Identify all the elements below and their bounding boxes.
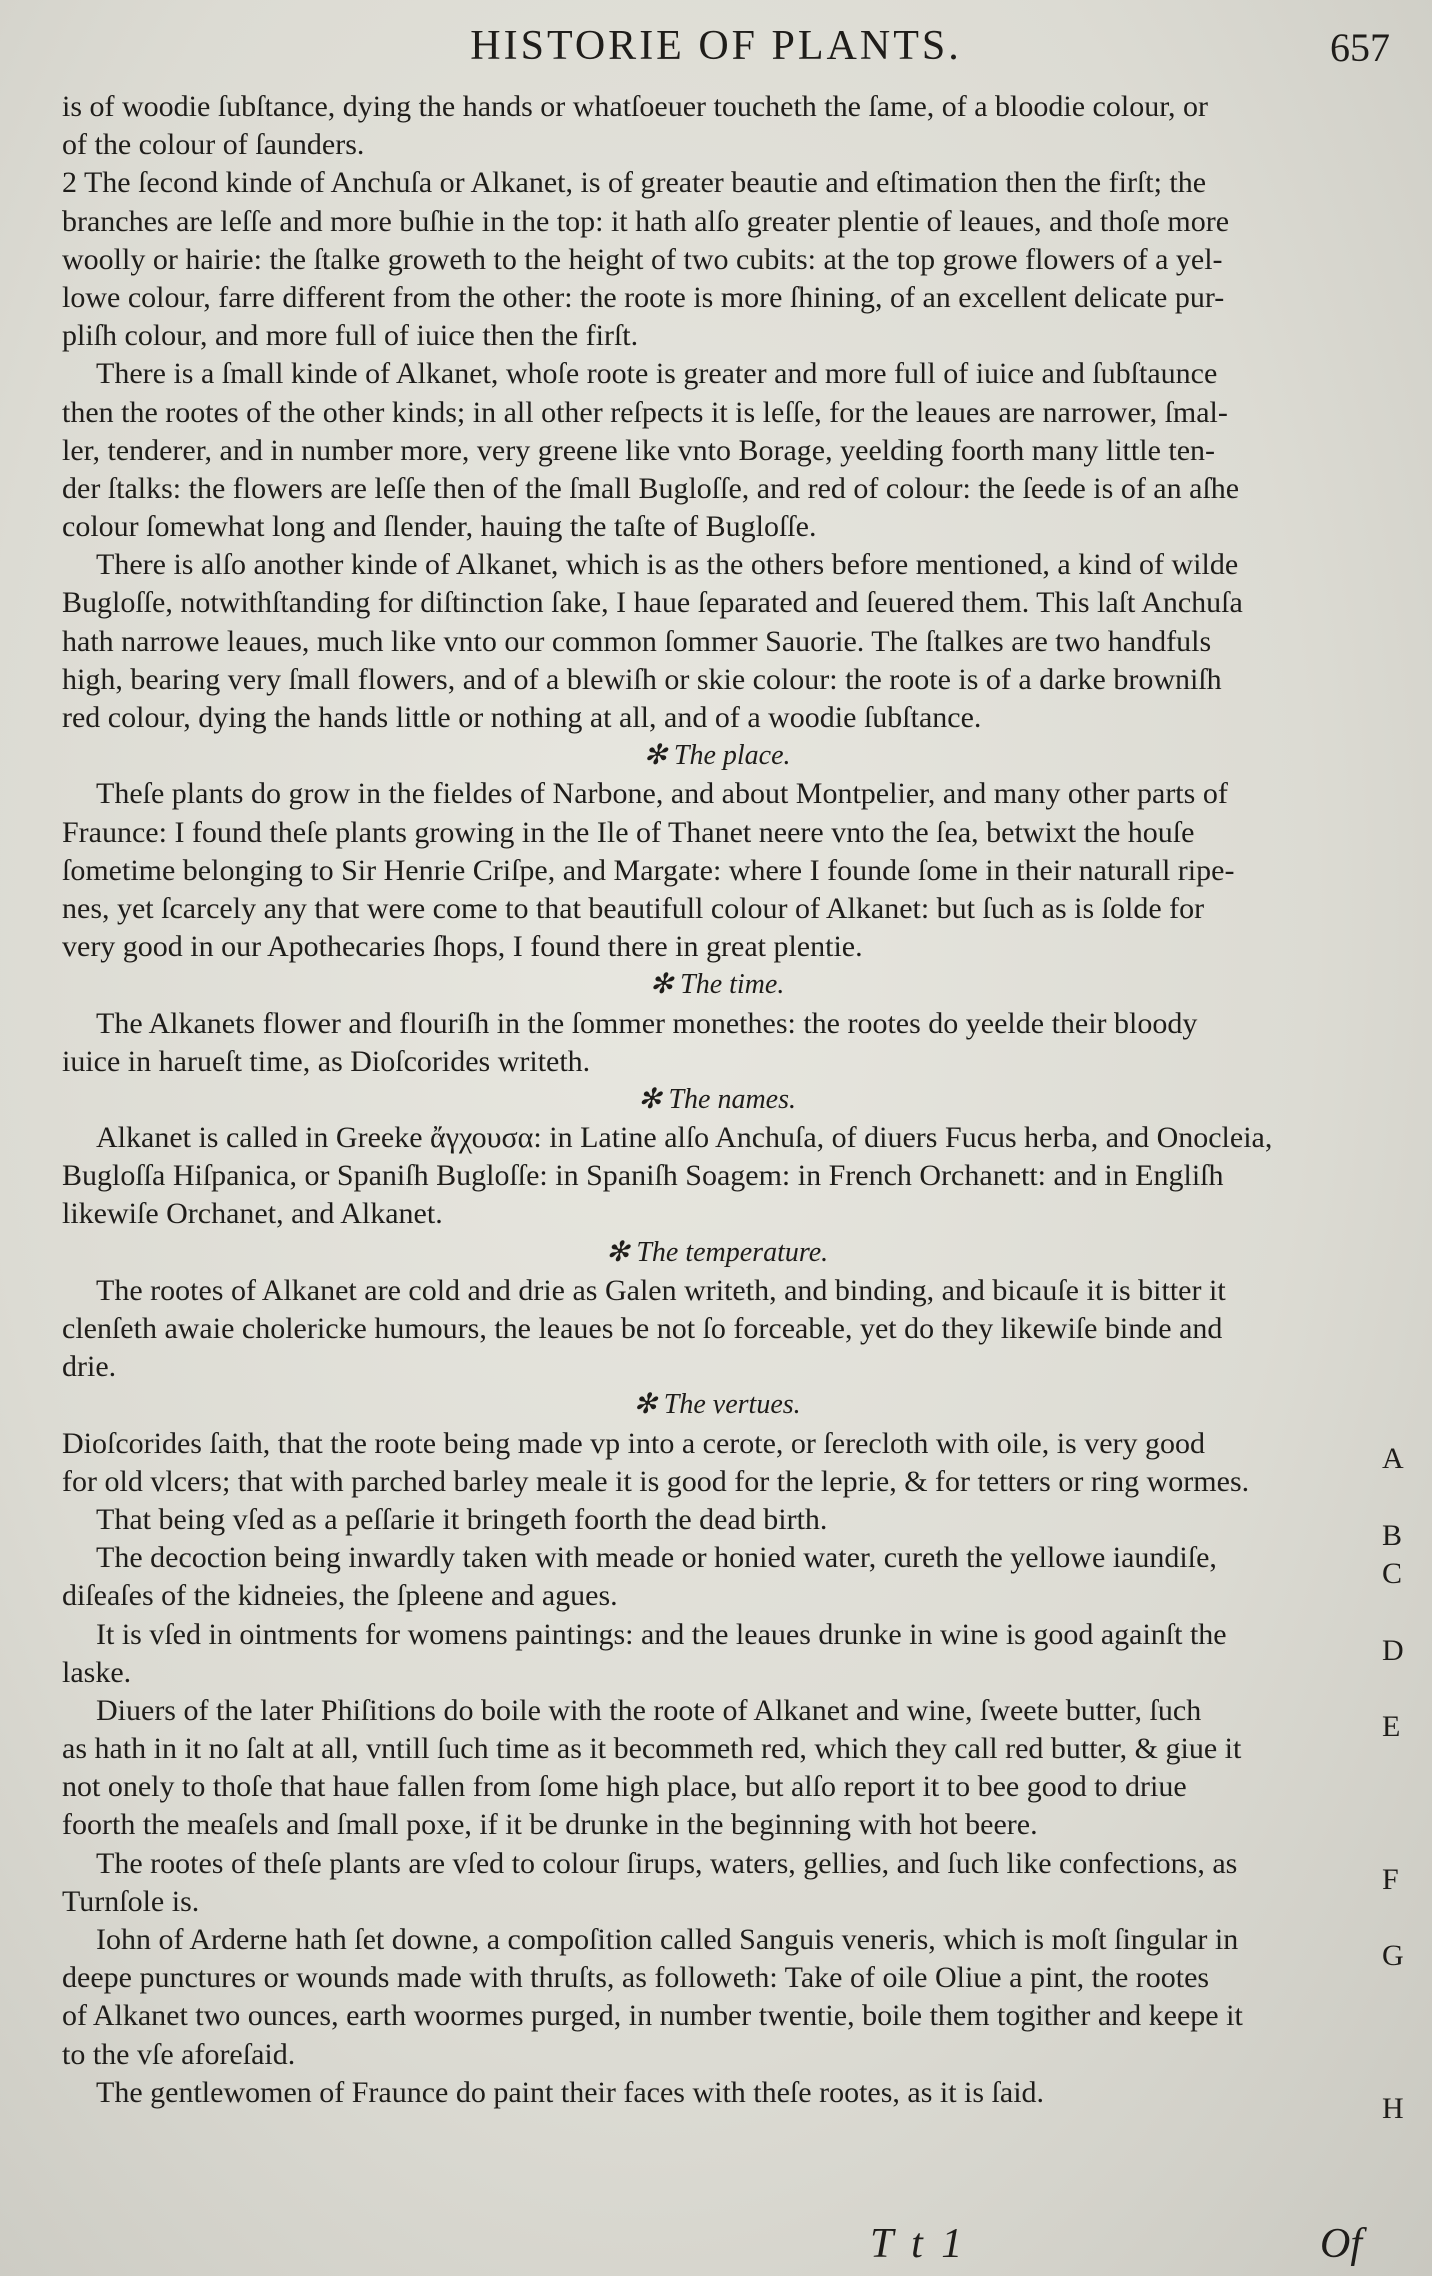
margin-letter: F <box>1382 1863 1399 1896</box>
text-line: branches are leſſe and more buſhie in the top: it hath alſo greater plentie of leaues, and thoſe more <box>62 204 1230 238</box>
text-line: Bugloſſe, notwithſtanding for diſtinction ſake, I haue ſeparated and ſeuered them. This laſt Anchuſa <box>62 586 1243 620</box>
text-line: Theſe plants do grow in the fieldes of Narbone, and about Montpelier, and many other parts of <box>96 777 1228 811</box>
margin-letter: E <box>1382 1710 1401 1743</box>
text-line: Turnſole is. <box>62 1884 200 1918</box>
page-header <box>0 22 1432 82</box>
text-block <box>62 88 1372 2112</box>
section-heading-temperature: ✻ The temperature. <box>605 1236 829 1268</box>
text-line: colour ſomewhat long and ſlender, hauing the taſte of Bugloſſe. <box>62 510 817 544</box>
text-line: likewiſe Orchanet, and Alkanet. <box>62 1197 443 1231</box>
text-line: laske. <box>62 1655 132 1689</box>
text-line: deepe punctures or wounds made with thruſts, as followeth: Take of oile Oliue a pint, the rootes <box>62 1961 1210 1995</box>
page-footer <box>0 2220 1432 2270</box>
text-line: of the colour of ſaunders. <box>62 128 365 162</box>
catchword: Of <box>1320 2221 1362 2267</box>
margin-letter: A <box>1382 1442 1404 1475</box>
text-line: to the vſe aforeſaid. <box>62 2037 296 2071</box>
text-line: Iohn of Arderne hath ſet downe, a compoſition called Sanguis veneris, which is moſt ſingular in <box>96 1923 1239 1956</box>
text-line: Alkanet is called in Greeke ἄγχουσα: in Latine alſo Anchuſa, of diuers Fucus herba, and Onocleia, <box>96 1121 1273 1155</box>
text-line: There is a ſmall kinde of Alkanet, whoſe roote is greater and more full of iuice and ſubſtaunce <box>96 357 1218 391</box>
text-line: hath narrowe leaues, much like vnto our common ſommer Sauorie. The ſtalkes are two handfuls <box>62 624 1212 658</box>
text-line: Dioſcorides ſaith, that the roote being made vp into a cerote, or ſerecloth with oile, is very good <box>62 1426 1206 1460</box>
text-line: as hath in it no ſalt at all, vntill ſuch time as it becommeth red, which they call red butter, & giue it <box>62 1732 1242 1766</box>
section-heading-time: ✻ The time. <box>649 969 785 1001</box>
text-line: That being vſed as a peſſarie it bringeth foorth the dead birth. <box>96 1502 828 1536</box>
text-line: red colour, dying the hands little or nothing at all, and of a woodie ſubſtance. <box>62 701 982 734</box>
margin-letter: G <box>1382 1939 1404 1972</box>
text-line: high, bearing very ſmall flowers, and of a blewiſh or skie colour: the roote is of a darke browniſh <box>62 662 1222 696</box>
text-line: clenſeth awaie cholericke humours, the leaues be not ſo forceable, yet do they likewiſe binde and <box>62 1312 1223 1345</box>
section-heading-place: ✻ The place. <box>643 740 791 772</box>
text-line: not onely to thoſe that haue fallen from ſome high place, but alſo report it to bee good to driue <box>62 1770 1187 1804</box>
page-number: 657 <box>1330 25 1390 70</box>
text-line: The Alkanets flower and flouriſh in the ſommer monethes: the rootes do yeelde their bloody <box>96 1006 1198 1040</box>
text-line: foorth the meaſels and ſmall poxe, if it be drunke in the beginning with hot beere. <box>62 1808 1038 1842</box>
margin-letter: H <box>1382 2092 1404 2125</box>
text-line: is of woodie ſubſtance, dying the hands or whatſoeuer toucheth the ſame, of a bloodie colour, or <box>62 90 1208 123</box>
text-line: The decoction being inwardly taken with meade or honied water, cureth the yellowe iaundiſe, <box>96 1541 1217 1575</box>
text-line: very good in our Apothecaries ſhops, I found there in great plentie. <box>62 930 863 964</box>
text-line: The gentlewomen of Fraunce do paint their faces with theſe rootes, as it is ſaid. <box>96 2075 1045 2109</box>
text-line: Diuers of the later Phiſitions do boile with the roote of Alkanet and wine, ſweete butter, ſuch <box>96 1693 1202 1727</box>
text-line: There is alſo another kinde of Alkanet, which is as the others before mentioned, a kind of wilde <box>96 548 1239 582</box>
text-line: Bugloſſa Hiſpanica, or Spaniſh Bugloſſe: in Spaniſh Soagem: in French Orchanett: and in Engliſh <box>62 1159 1224 1193</box>
text-line: ſometime belonging to Sir Henrie Criſpe, and Margate: where I founde ſome in their naturall ripe- <box>62 853 1235 887</box>
section-heading-vertues: ✻ The vertues. <box>633 1389 801 1421</box>
text-line: of Alkanet two ounces, earth woormes purged, in number twentie, boile them togither and keepe it <box>62 1999 1243 2033</box>
text-line: diſeaſes of the kidneies, the ſpleene and agues. <box>62 1579 618 1613</box>
margin-letter: C <box>1382 1557 1403 1590</box>
text-line: Fraunce: I found theſe plants growing in the Ile of Thanet neere vnto the ſea, betwixt the houſe <box>62 815 1195 849</box>
text-line: woolly or hairie: the ſtalke groweth to the height of two cubits: at the top growe flowers of a yel- <box>62 242 1223 276</box>
text-line: iuice in harueſt time, as Dioſcorides writeth. <box>62 1044 591 1078</box>
text-line: then the rootes of the other kinds; in all other reſpects it is leſſe, for the leaues are narrower, ſmal- <box>62 395 1228 429</box>
text-line: pliſh colour, and more full of iuice then the firſt. <box>62 319 639 353</box>
text-line: The rootes of theſe plants are vſed to colour ſirups, waters, gellies, and ſuch like confections, as <box>96 1846 1238 1880</box>
text-line: It is vſed in ointments for womens paintings: and the leaues drunke in wine is good againſt the <box>96 1617 1227 1651</box>
text-line: ler, tenderer, and in number more, very greene like vnto Borage, yeelding foorth many little ten- <box>62 433 1216 467</box>
signature-mark: T t 1 <box>870 2221 967 2267</box>
text-line: lowe colour, farre different from the other: the roote is more ſhining, of an excellent delicate pur- <box>62 280 1225 314</box>
text-line: nes, yet ſcarcely any that were come to that beautifull colour of Alkanet: but ſuch as is ſolde for <box>62 891 1205 925</box>
section-heading-names: ✻ The names. <box>637 1083 796 1115</box>
running-title: HISTORIE OF PLANTS. <box>470 23 962 69</box>
text-line: der ſtalks: the flowers are leſſe then of the ſmall Bugloſſe, and red of colour: the ſeede is of an aſhe <box>62 471 1240 505</box>
text-line: drie. <box>62 1350 117 1384</box>
margin-letter: D <box>1382 1634 1404 1667</box>
text-line: The rootes of Alkanet are cold and drie as Galen writeth, and binding, and bicauſe it is bitter it <box>96 1273 1226 1307</box>
text-line: for old vlcers; that with parched barley meale it is good for the leprie, & for tetters or ring wormes. <box>62 1464 1250 1498</box>
margin-letter: B <box>1382 1519 1403 1552</box>
text-line: 2 The ſecond kinde of Anchuſa or Alkanet, is of greater beautie and eſtimation then the firſt; the <box>62 166 1207 200</box>
